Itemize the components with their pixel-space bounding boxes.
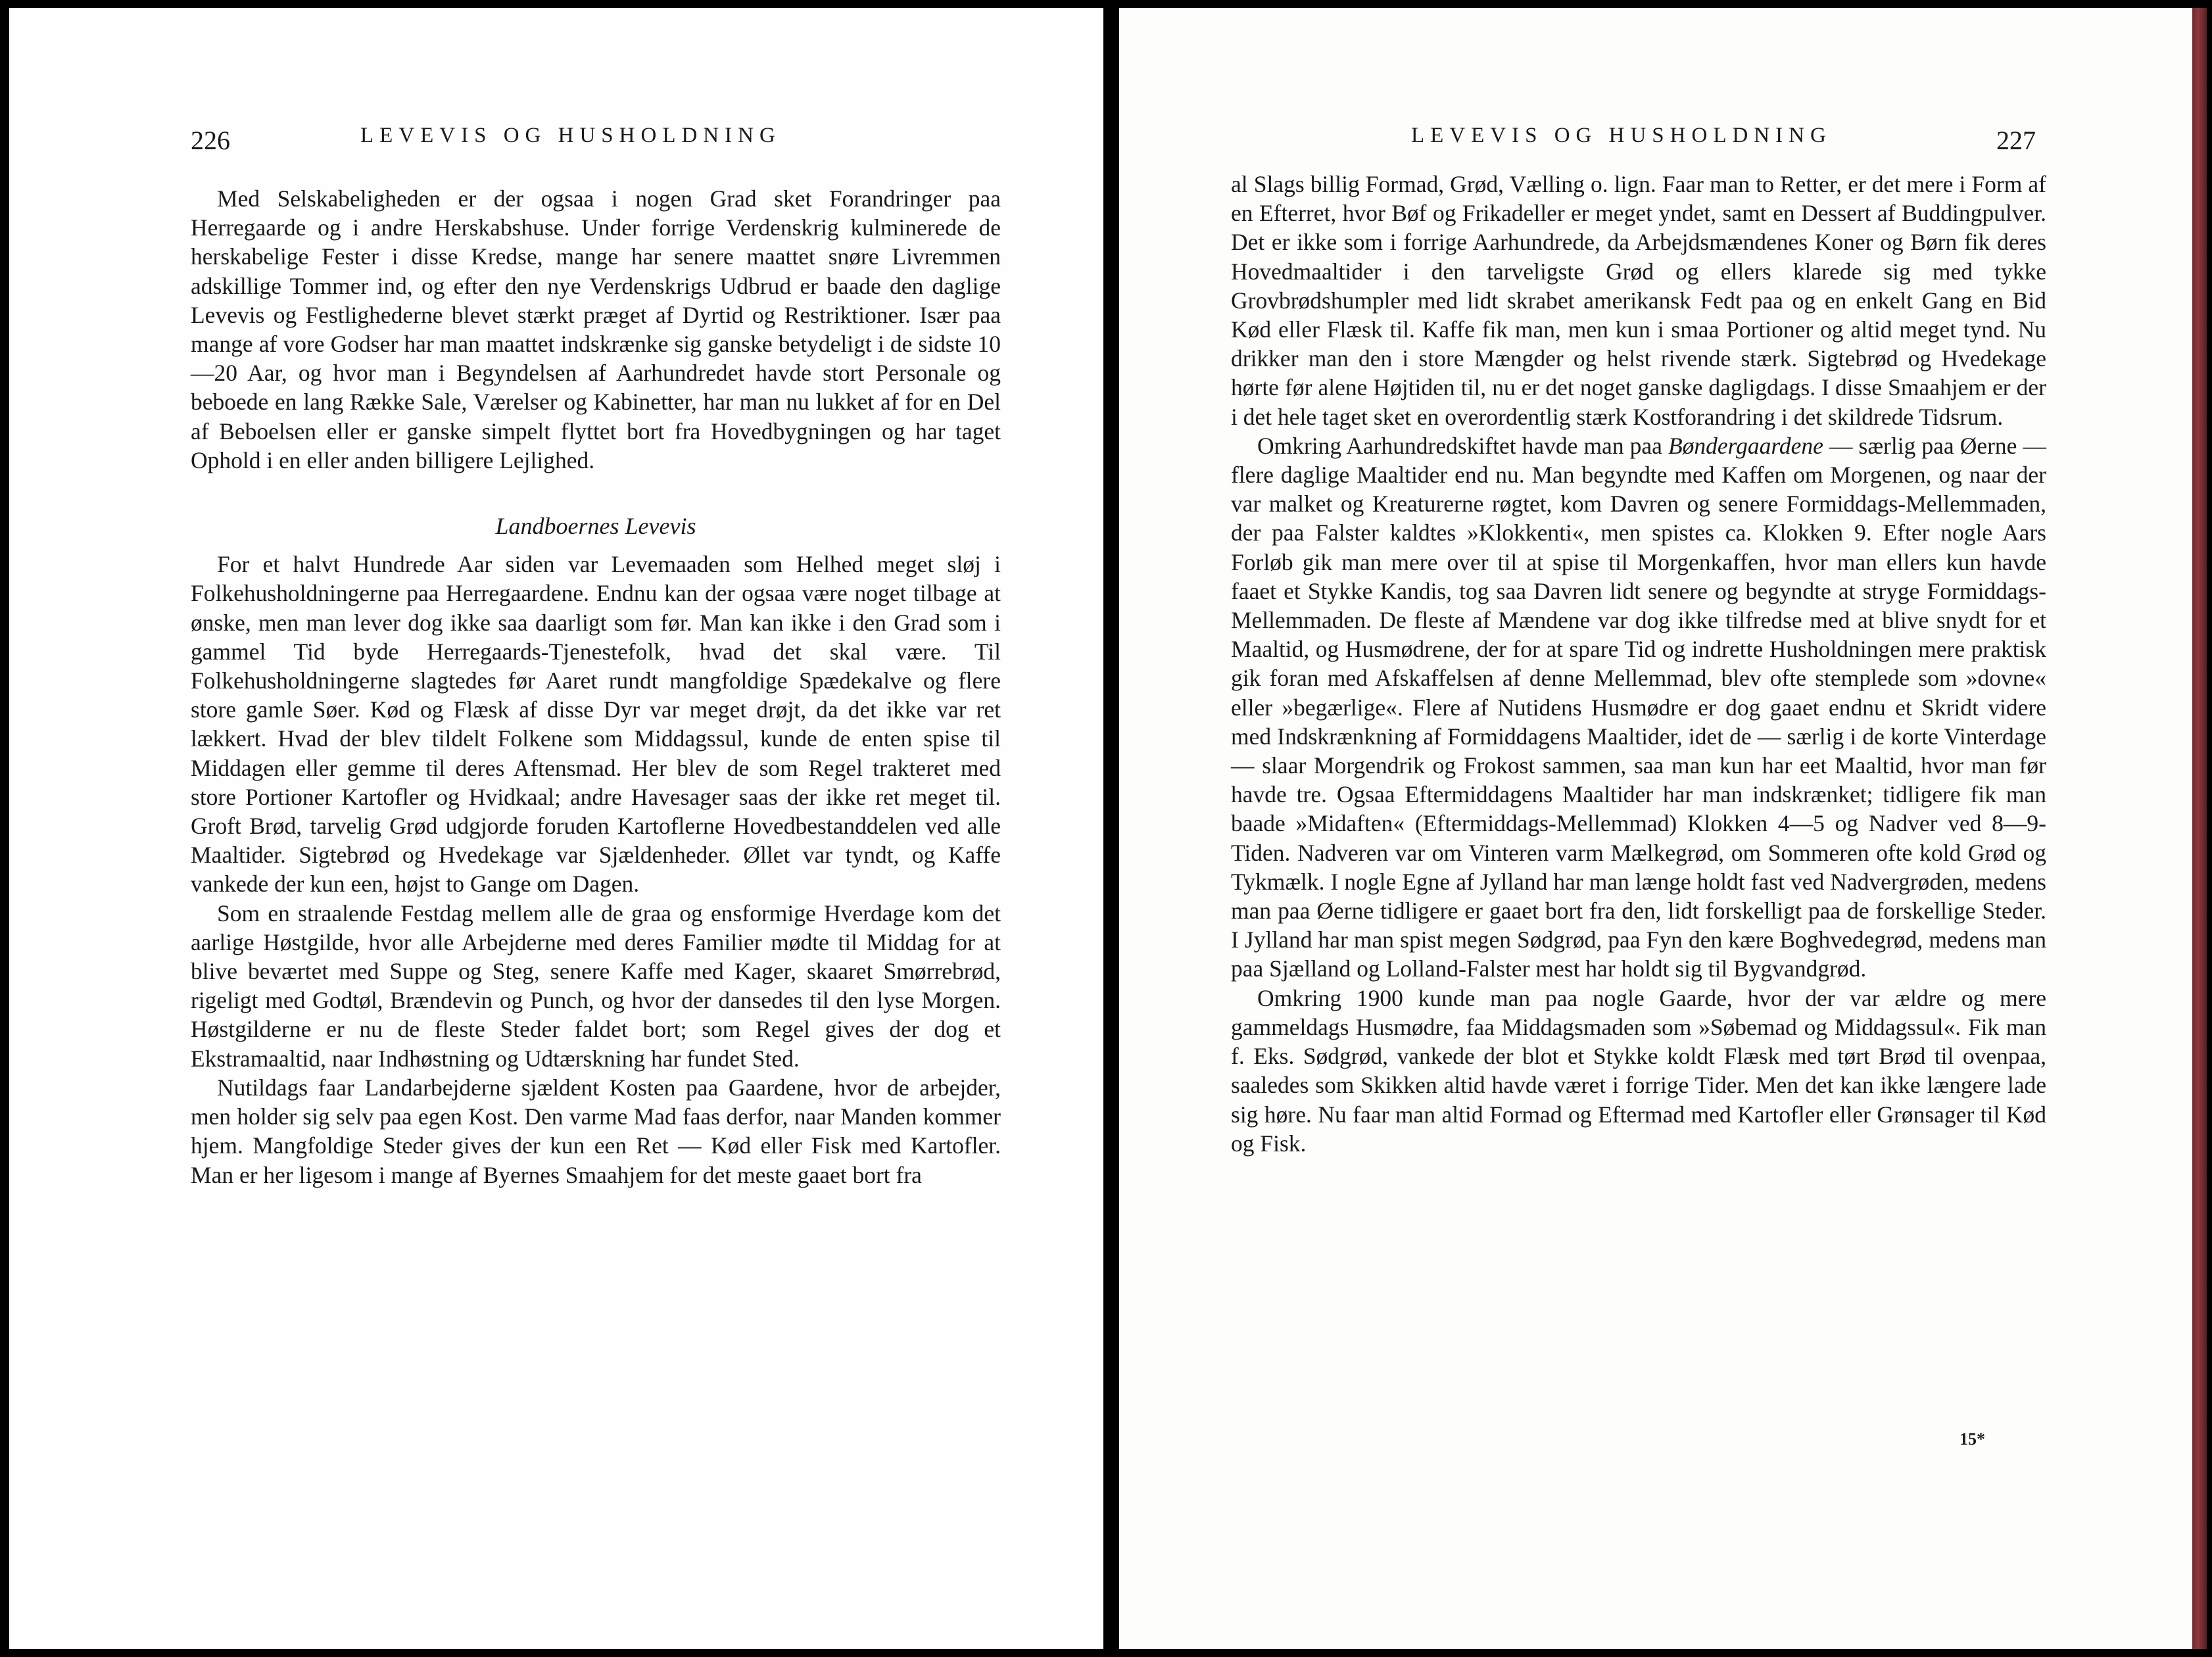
- book-edge: [2192, 8, 2207, 1649]
- italic-term: Bøndergaardene: [1668, 432, 1823, 459]
- running-head-left: LEVEVIS OG HUSHOLDNING: [360, 124, 781, 147]
- running-head-right: LEVEVIS OG HUSHOLDNING: [1411, 124, 1832, 147]
- paragraph-text: — særlig paa Øerne — flere daglige Maaltider end nu. Man begyndte med Kaffen om Morgenen, og naar der var malket og Kreaturerne røgtet, kom Davren og senere Formiddags-Mellemmaden, der paa Falster kaldtes »Klokkenti«, men spistes ca. Klokken 9. Efter nogle Aars Forløb gik man mere over til at spise til Morgenkaffen, hvor man ellers kun havde faaet et Stykke Kandis, tog saa Davren lidt senere og begyndte at stryge Formiddags-Mellemmaden. De fleste af Mændene var dog ikke tilfredse med at blive snydt for et Maaltid, og Husmødrene, der for at spare Tid og indrette Husholdningen mere praktisk gik foran med Afskaffelsen af denne Mellemmad, blev ofte stemplede som »dovne« eller »begærlige«. Flere af Nutidens Husmødre er dog gaaet endnu et Skridt videre med Indskrænkning af Formiddagens Maaltider, idet de — særlig i de korte Vinterdage — slaar Morgendrik og Frokost sammen, saa man kun har eet Maaltid, hvor man før havde tre. Ogsaa Eftermiddagens Maaltider har man indskrænket; tidligere fik man baade »Midaften« (Eftermiddags-Mellemmad) Klokken 4—5 og Nadver ved 8—9-Tiden. Nadveren var om Vinteren varm Mælkegrød, om Sommeren ofte kold Grød og Tykmælk. I nogle Egne af Jylland har man længe holdt fast ved Nadvergrøden, medens man paa Øerne tidligere er gaaet bort fra den, lidt forskelligt paa de forskellige Steder. I Jylland har man spist megen Sødgrød, paa Fyn den kære Boghvedegrød, medens man paa Sjælland og Lolland-Falster mest har holdt sig til Bygvandgrød.: [1231, 432, 2046, 982]
- paragraph: Med Selskabeligheden er der ogsaa i nogen Grad sket Forandringer paa Herregaarde og i andre Herskabshuse. Under forrige Verdenskrig kulminerede de herskabelige Fester i disse Kredse, mange har senere maattet snøre Livremmen adskillige Tommer ind, og efter den nye Verdenskrigs Udbrud er baade den daglige Levevis og Festlighederne blevet stærkt præget af Dyrtid og Restriktioner. Især paa mange af vore Godser har man maattet indskrænke sig ganske betydeligt i de sidste 10—20 Aar, og hvor man i Begyndelsen af Aarhundredet havde stort Personale og beboede en lang Række Sale, Værelser og Kabinetter, har man nu lukket af for en Del af Beboelsen eller er ganske simpelt flyttet bort fra Hovedbygningen og har taget Ophold i en eller anden billigere Lejlighed.: [191, 185, 1001, 473]
- paragraph: Omkring 1900 kunde man paa nogle Gaarde, hvor der var ældre og mere gammeldags Husmødre, faa Middagsmaden som »Søbemad og Middagssul«. Fik man f. Eks. Sødgrød, vankede der blot et Stykke koldt Flæsk med tørt Brød til ovenpaa, saaledes som Skikken altid havde været i forrige Tider. Men det kan ikke længere lade sig høre. Nu faar man altid Formad og Eftermad med Kartofler eller Grønsager til Kød og Fisk.: [1231, 984, 2046, 1157]
- page-number-right: 227: [1996, 126, 2036, 155]
- left-page: [9, 8, 1103, 1649]
- paragraph-text: Omkring Aarhundredskiftet havde man paa: [1257, 432, 1668, 459]
- paragraph: al Slags billig Formad, Grød, Vælling o. lign. Faar man to Retter, er det mere i Form af en Efterret, hvor Bøf og Frikadeller er meget yndet, samt en Dessert af Buddingpulver. Det er ikke som i forrige Aarhundrede, da Arbejdsmændenes Koner og Børn fik deres Hovedmaaltider i den tarveligste Grød og ellers klarede sig med tykke Grovbrødshumpler med lidt skrabet amerikansk Fedt paa og en enkelt Gang en Bid Kød eller Flæsk til. Kaffe fik man, men kun i smaa Portioner og altid meget tynd. Nu drikker man den i store Mængder og helst rivende stærk. Sigtebrød og Hvedekage hørte før alene Højtiden til, nu er det noget ganske dagligdags. I disse Smaahjem er der i det hele taget sket en overordentlig stærk Kostforandring i det skildrede Tidsrum.: [1231, 171, 2046, 430]
- signature-mark: 15*: [1960, 1429, 1985, 1449]
- paragraph: [1231, 431, 2046, 984]
- paragraph: For et halvt Hundrede Aar siden var Levemaaden som Helhed meget sløj i Folkehusholdningerne paa Herregaardene. Endnu kan der ogsaa være noget tilbage at ønske, men man lever dog ikke saa daarligt som før. Man kan ikke i den Grad som i gammel Tid byde Herregaards-Tjenestefolk, hvad det skal være. Til Folkehusholdningerne slagtedes før Aaret rundt mangfoldige Spædekalve og flere store gamle Søer. Kød og Flæsk af disse Dyr var meget drøjt, da det ikke var ret lækkert. Hvad der blev tildelt Folkene som Middagssul, kunde de enten spise til Middagen eller gemme til deres Aftensmad. Her blev de som Regel trakteret med store Portioner Kartofler og Hvidkaal; andre Havesager saas der ikke ret meget til. Groft Brød, tarvelig Grød udgjorde foruden Kartoflerne Hovedbestanddelen ved alle Maaltider. Sigtebrød og Hvedekage var Sjældenheder. Øllet var tyndt, og Kaffe vankede der kun een, højst to Gange om Dagen.: [191, 551, 1001, 898]
- left-body: [191, 184, 1001, 1189]
- section-heading: Landboernes Levevis: [495, 513, 696, 540]
- right-page: [1119, 8, 2192, 1649]
- paragraph: Som en straalende Festdag mellem alle de graa og ensformige Hverdage kom det aarlige Høstgilde, hvor alle Arbejderne med deres Familier mødte til Middag for at blive beværtet med Suppe og Steg, senere Kaffe med Kager, skaaret Smørrebrød, rigeligt med Godtøl, Brændevin og Punch, og hvor der dansedes til den lyse Morgen. Høstgilderne er nu de fleste Steder faldet bort; som Regel gives der dog et Ekstramaaltid, naar Indhøstning og Udtærskning har fundet Sted.: [191, 900, 1001, 1072]
- right-body: [1231, 170, 2046, 1158]
- paragraph: Nutildags faar Landarbejderne sjældent Kosten paa Gaardene, hvor de arbejder, men holder sig selv paa egen Kost. Den varme Mad faas derfor, naar Manden kommer hjem. Mangfoldige Steder gives der kun een Ret — Kød eller Fisk med Kartofler. Man er her ligesom i mange af Byernes Smaahjem for det meste gaaet bort fra: [191, 1074, 1001, 1188]
- page-number-left: 226: [191, 126, 230, 155]
